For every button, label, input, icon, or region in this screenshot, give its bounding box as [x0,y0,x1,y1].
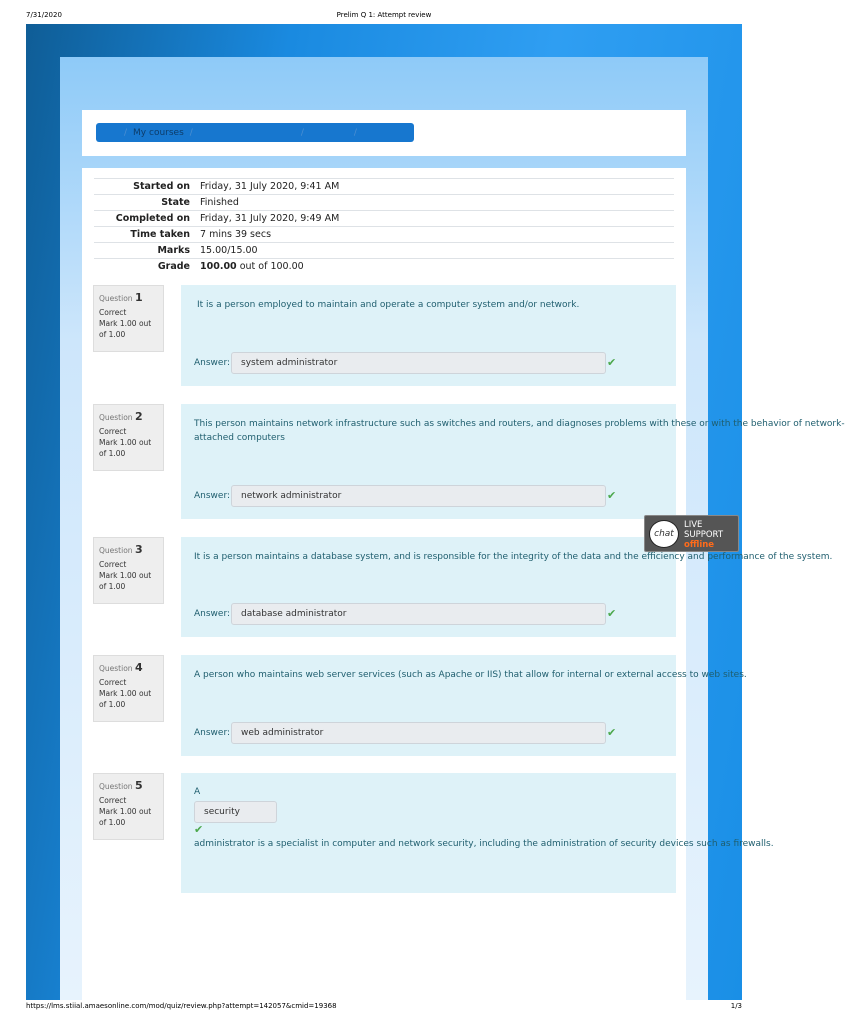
question-text: A person who maintains web server services (such as Apache or IIS) that allow for internal or external access to web sites. [194,670,747,680]
question-mark: Mark 1.00 out of 1.00 [99,570,152,591]
question-text-after: administrator is a specialist in computer and network security, including the administration of security devices such as firewalls. [194,839,774,849]
answer-label: Answer: [194,491,231,501]
answer-label: Answer: [194,728,231,738]
summary-value: Friday, 31 July 2020, 9:49 AM [200,211,674,227]
question-mark: Mark 1.00 out of 1.00 [99,437,152,458]
summary-label: Time taken [94,227,200,243]
live-support-chat-widget[interactable] [644,515,739,552]
correct-check-icon: ✔ [607,489,617,502]
question-box-1 [181,285,676,386]
question-number: 1 [134,291,143,304]
summary-label: Started on [94,179,200,195]
question-text: It is a person employed to maintain and operate a computer system and/or network. [197,300,580,310]
correct-check-icon: ✔ [194,823,204,836]
correct-check-icon: ✔ [607,726,617,739]
question-info-2 [93,404,164,471]
attempt-summary-table [94,178,674,274]
answer-field[interactable]: system administrator [231,352,606,374]
question-label: Question [99,782,133,791]
question-label: Question [99,664,133,673]
grade-value: 100.00 [200,261,237,272]
question-text: This person maintains network infrastructure such as switches and routers, and diagnoses problems with these or with the behavior of network- [194,419,845,429]
chat-status: offline [684,540,715,550]
summary-value: Finished [200,195,674,211]
question-info-4 [93,655,164,722]
summary-row [94,227,674,243]
summary-label: Marks [94,243,200,259]
answer-field[interactable]: network administrator [231,485,606,507]
question-status: Correct [99,426,127,436]
summary-value: 7 mins 39 secs [200,227,674,243]
question-box-2 [181,404,845,519]
grade-label: Grade [94,259,200,275]
summary-row [94,211,674,227]
question-number: 3 [134,543,143,556]
chat-live-label: LIVE [684,520,703,530]
summary-value: 15.00/15.00 [200,243,674,259]
question-label: Question [99,546,133,555]
question-number: 4 [134,661,143,674]
summary-row [94,179,674,195]
breadcrumb-my-courses[interactable]: My courses [133,127,184,138]
grade-value-cell [200,259,674,275]
question-status: Correct [99,559,127,569]
chat-support-label: SUPPORT [684,530,724,540]
answer-label: Answer: [194,358,231,368]
chat-bubble-icon: chat [649,520,679,548]
print-page-number: 1/3 [730,1002,742,1010]
summary-row [94,243,674,259]
question-label: Question [99,413,133,422]
question-info-1 [93,285,164,352]
answer-field[interactable]: web administrator [231,722,606,744]
breadcrumb-card [82,110,686,156]
question-status: Correct [99,677,127,687]
summary-value: Friday, 31 July 2020, 9:41 AM [200,179,674,195]
question-text: It is a person maintains a database system, and is responsible for the integrity of the data and the efficiency and performance of the system. [194,552,833,562]
grade-suffix: out of 100.00 [236,261,304,272]
question-info-5 [93,773,164,840]
answer-label: Answer: [194,609,231,619]
answer-field[interactable]: database administrator [231,603,606,625]
breadcrumb-separator: / [189,127,193,138]
summary-label: State [94,195,200,211]
question-label: Question [99,294,133,303]
question-info-3 [93,537,164,604]
breadcrumb-separator: / [124,127,128,138]
print-header [0,0,768,24]
question-mark: Mark 1.00 out of 1.00 [99,318,152,339]
breadcrumb-separator: / [353,127,357,138]
correct-check-icon: ✔ [607,607,617,620]
question-box-4 [181,655,747,756]
print-date: 7/31/2020 [26,11,62,19]
print-title: Prelim Q 1: Attempt review [336,11,432,19]
question-status: Correct [99,307,127,317]
breadcrumb-separator: / [300,127,304,138]
question-mark: Mark 1.00 out of 1.00 [99,806,152,827]
question-text-before: A [194,787,201,797]
question-mark: Mark 1.00 out of 1.00 [99,688,152,709]
question-number: 2 [134,410,143,423]
summary-label: Completed on [94,211,200,227]
answer-field[interactable]: security [194,801,277,823]
print-footer [0,1000,768,1020]
summary-row-grade [94,259,674,275]
correct-check-icon: ✔ [607,356,617,369]
question-box-5 [181,773,774,893]
question-number: 5 [134,779,143,792]
breadcrumb [96,123,414,142]
question-text: attached computers [194,433,285,443]
question-status: Correct [99,795,127,805]
summary-row [94,195,674,211]
print-url: https://lms.stiial.amaesonline.com/mod/quiz/review.php?attempt=142057&cmid=19368 [26,1002,337,1010]
